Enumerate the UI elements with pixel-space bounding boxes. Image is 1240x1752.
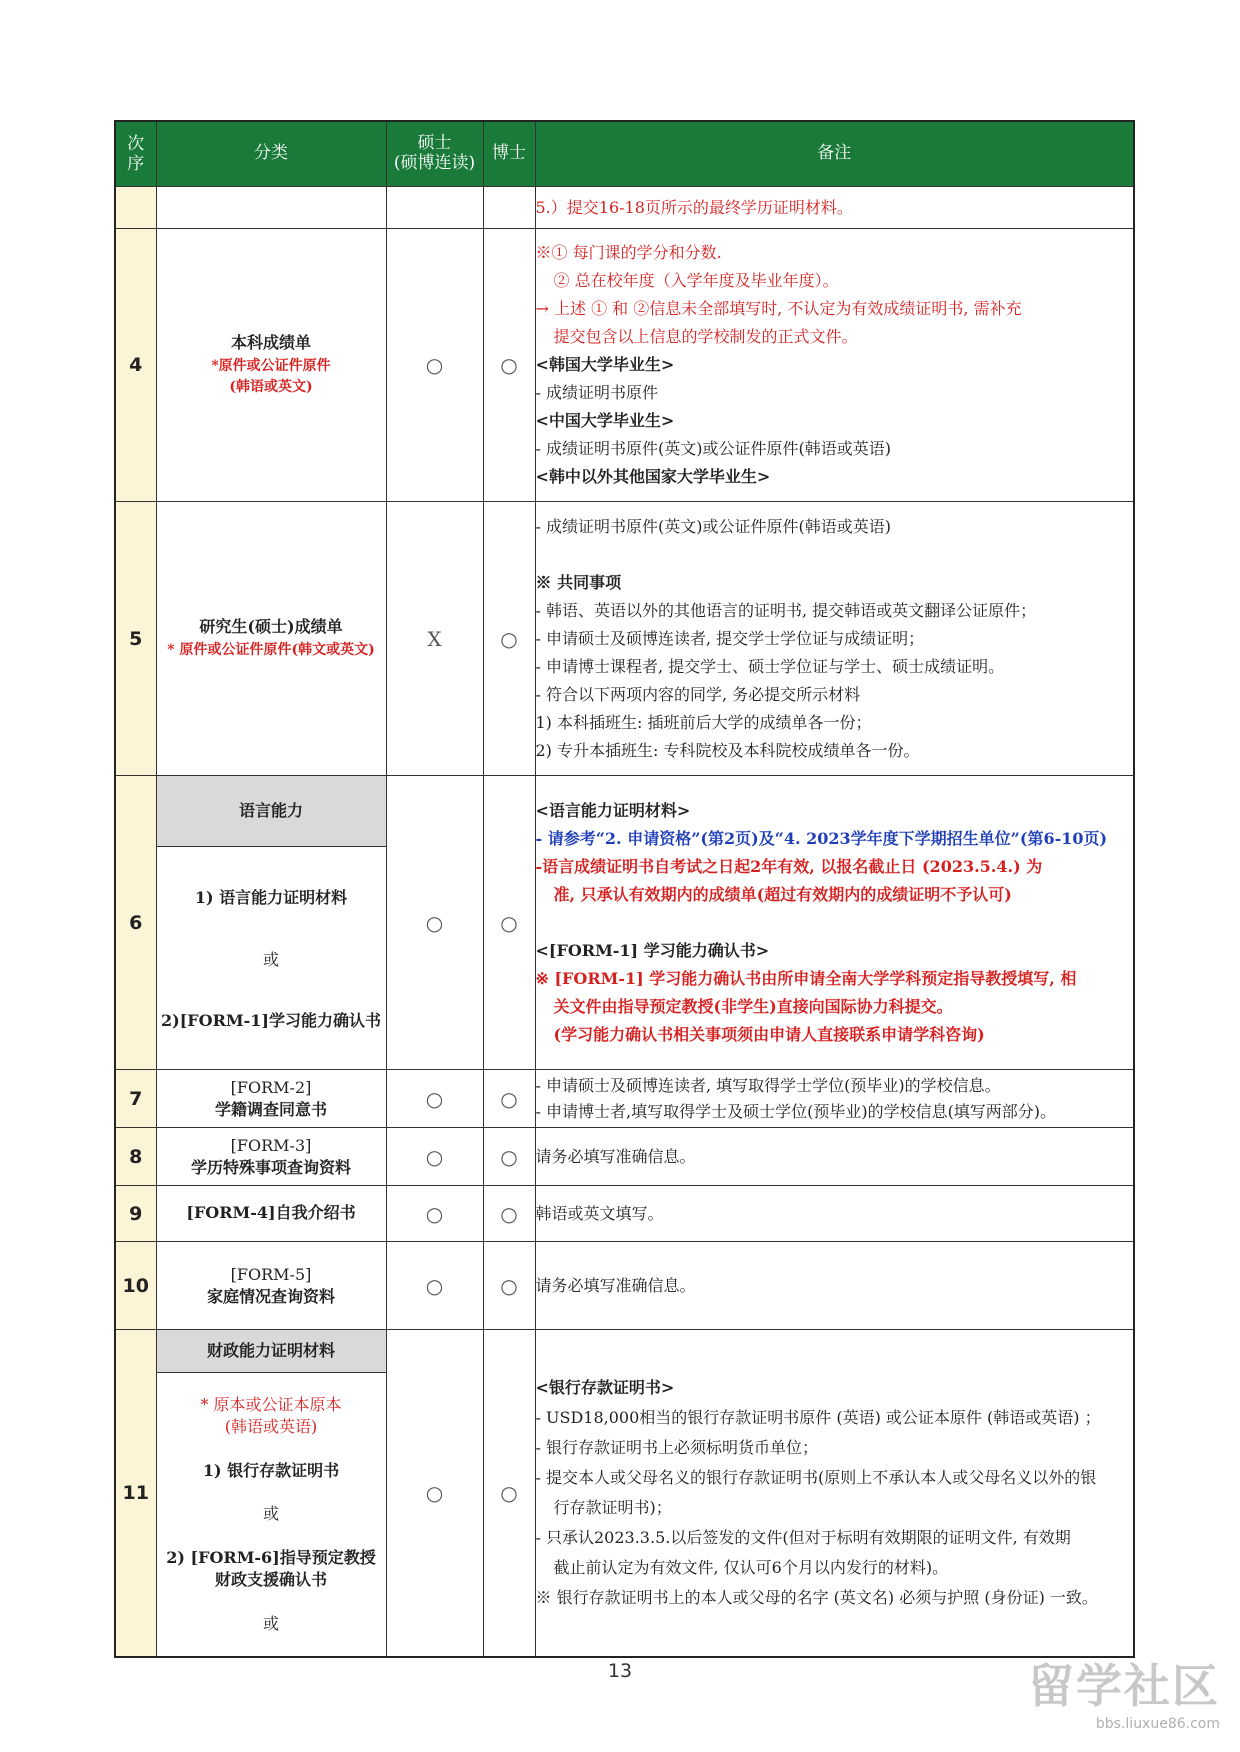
remark-line: ② 总在校年度（入学年度及毕业年度）。 bbox=[553, 271, 839, 290]
remark-line: → 上述 ① 和 ②信息未全部填写时, 不认定为有效成绩证明书, 需补充 bbox=[535, 299, 1022, 318]
remark-line bbox=[536, 909, 1134, 937]
remark-line: ※ 共同事项 bbox=[535, 572, 622, 592]
remarks-cell: 请务必填写准确信息。 bbox=[535, 1128, 1134, 1186]
remark-line: <语言能力证明材料> bbox=[535, 800, 691, 820]
remark-line: - 成绩证明书原件(英文)或公证件原件(韩语或英语) bbox=[535, 516, 891, 536]
row-number: 8 bbox=[115, 1128, 156, 1186]
table-row bbox=[115, 1128, 1134, 1186]
row-number: 6 bbox=[115, 776, 156, 1070]
doctor-mark: ○ bbox=[483, 1070, 535, 1128]
master-mark: ○ bbox=[386, 1330, 483, 1658]
remark-line: - 申请博士者,填写取得学士及硕士学位(预毕业)的学校信息(填写两部分)。 bbox=[535, 1101, 1057, 1121]
remark-line: <韩中以外其他国家大学毕业生> bbox=[535, 467, 771, 486]
header-remarks: 备注 bbox=[535, 121, 1134, 187]
remarks-cell bbox=[535, 776, 1134, 1070]
category-cell: 本科成绩单 *原件或公证件原件 (韩语或英文) bbox=[156, 229, 386, 502]
remark-line: - 符合以下两项内容的同学, 务必提交所示材料 bbox=[535, 684, 861, 704]
doctor-mark: ○ bbox=[483, 229, 535, 502]
remark-line: - USD18,000相当的银行存款证明书原件 (英语) 或公证本原件 (韩语或英语) ； bbox=[535, 1408, 1101, 1427]
remark-line: (学习能力确认书相关事项须由申请人直接联系申请学科咨询) bbox=[553, 1024, 985, 1044]
category-cell: [FORM-4]自我介绍书 bbox=[156, 1186, 386, 1242]
category-cell: 研究生(硕士)成绩单 * 原件或公证件原件(韩文或英文) bbox=[156, 502, 386, 776]
table-row bbox=[115, 1242, 1134, 1330]
table-row bbox=[115, 1330, 1134, 1658]
header-category: 分类 bbox=[156, 121, 386, 187]
remark-line: 2) 专升本插班生: 专科院校及本科院校成绩单各一份。 bbox=[535, 740, 920, 760]
header-seq: 次序 bbox=[115, 121, 156, 187]
remark-line: 提交包含以上信息的学校制发的正式文件。 bbox=[553, 327, 858, 346]
category-cell: [FORM-3] 学历特殊事项查询资料 bbox=[156, 1128, 386, 1186]
remark-line: - 申请硕士及硕博连读者, 填写取得学士学位(预毕业)的学校信息。 bbox=[535, 1075, 1001, 1095]
remark-line: -语言成绩证明书自考试之日起2年有效, 以报名截止日 (2023.5.4.) 为 bbox=[535, 856, 1043, 876]
row-number: 5 bbox=[115, 502, 156, 776]
master-mark: ○ bbox=[386, 1070, 483, 1128]
master-mark: ○ bbox=[386, 1186, 483, 1242]
table-row bbox=[115, 1186, 1134, 1242]
remark-line: - 成绩证明书原件 bbox=[535, 383, 658, 402]
master-mark: ○ bbox=[386, 1242, 483, 1330]
remark-line: - 申请硕士及硕博连读者, 提交学士学位证与成绩证明； bbox=[535, 628, 925, 648]
master-mark: X bbox=[386, 502, 483, 776]
section-heading: 语言能力 bbox=[157, 776, 386, 847]
section-heading: 财政能力证明材料 bbox=[157, 1330, 386, 1373]
doctor-mark: ○ bbox=[483, 1242, 535, 1330]
row-number: 4 bbox=[115, 229, 156, 502]
category-cell: 财政能力证明材料 * 原本或公证本原本 (韩语或英语) 1) 银行存款证明书 或 2) [FORM-6]指导预定教授 财政支援确认书 或 bbox=[156, 1330, 386, 1658]
row-number: 7 bbox=[115, 1070, 156, 1128]
master-mark: ○ bbox=[386, 776, 483, 1070]
doctor-mark: ○ bbox=[483, 1186, 535, 1242]
doctor-mark: ○ bbox=[483, 776, 535, 1070]
master-mark: ○ bbox=[386, 229, 483, 502]
table-row bbox=[115, 1070, 1134, 1128]
table-row bbox=[115, 776, 1134, 1070]
remark-line: - 只承认2023.3.5.以后签发的文件(但对于标明有效期限的证明文件, 有效期 bbox=[535, 1528, 1071, 1547]
table-row bbox=[115, 187, 1134, 229]
category-cell: [FORM-2] 学籍调查同意书 bbox=[156, 1070, 386, 1128]
remark-line: ※ [FORM-1] 学习能力确认书由所申请全南大学学科预定指导教授填写, 相 bbox=[535, 968, 1077, 988]
table-header-row bbox=[115, 121, 1134, 187]
remarks-cell: 请务必填写准确信息。 bbox=[535, 1242, 1134, 1330]
remark-line: <韩国大学毕业生> bbox=[535, 355, 675, 374]
remark-line: 关文件由指导预定教授(非学生)直接向国际协力科提交。 bbox=[553, 996, 953, 1016]
header-master: 硕士 (硕博连读) bbox=[386, 121, 483, 187]
remark-line: <[FORM-1] 学习能力确认书> bbox=[535, 940, 770, 960]
remarks-cell bbox=[535, 1330, 1134, 1658]
doctor-mark: ○ bbox=[483, 1128, 535, 1186]
category-cell: [FORM-5] 家庭情况查询资料 bbox=[156, 1242, 386, 1330]
doctor-mark: ○ bbox=[483, 1330, 535, 1658]
remark-line: 行存款证明书)； bbox=[553, 1498, 672, 1517]
remark-line: - 请参考“2. 申请资格”(第2页)及“4. 2023学年度下学期招生单位”(第6-10页) bbox=[535, 828, 1108, 848]
remark-line: - 申请博士课程者, 提交学士、硕士学位证与学士、硕士成绩证明。 bbox=[535, 656, 1005, 676]
remark-line: - 韩语、英语以外的其他语言的证明书, 提交韩语或英文翻译公证原件； bbox=[535, 600, 1037, 620]
remark-line: ※ 银行存款证明书上的本人或父母的名字 (英文名) 必须与护照 (身份证) 一致。 bbox=[535, 1588, 1098, 1607]
watermark-logo: 留学社区 bbs.liuxue86.com bbox=[1028, 1659, 1220, 1732]
master-mark: ○ bbox=[386, 1128, 483, 1186]
remarks-cell bbox=[535, 502, 1134, 776]
table-row bbox=[115, 229, 1134, 502]
remark-line: 准, 只承认有效期内的成绩单(超过有效期内的成绩证明不予认可) bbox=[553, 884, 1012, 904]
continuation-note: 5.）提交16-18页所示的最终学历证明材料。 bbox=[535, 187, 1134, 229]
remarks-cell bbox=[535, 1070, 1134, 1128]
remark-line: ※① 每门课的学分和分数. bbox=[535, 243, 722, 262]
remark-line bbox=[536, 541, 1134, 569]
table-row bbox=[115, 502, 1134, 776]
remark-line: 1) 本科插班生: 插班前后大学的成绩单各一份； bbox=[535, 712, 872, 732]
remark-line: - 银行存款证明书上必须标明货币单位； bbox=[535, 1438, 818, 1457]
document-table bbox=[114, 120, 1135, 1658]
remark-line: <银行存款证明书> bbox=[535, 1378, 675, 1397]
header-doctor: 博士 bbox=[483, 121, 535, 187]
remarks-cell bbox=[535, 229, 1134, 502]
row-number: 10 bbox=[115, 1242, 156, 1330]
category-cell: 语言能力 1) 语言能力证明材料 或 2)[FORM-1]学习能力确认书 bbox=[156, 776, 386, 1070]
row-number: 11 bbox=[115, 1330, 156, 1658]
remark-line: <中国大学毕业生> bbox=[535, 411, 675, 430]
remark-line: 截止前认定为有效文件, 仅认可6个月以内发行的材料)。 bbox=[553, 1558, 949, 1577]
doctor-mark: ○ bbox=[483, 502, 535, 776]
remarks-cell: 韩语或英文填写。 bbox=[535, 1186, 1134, 1242]
page-number: 13 bbox=[607, 1660, 633, 1682]
row-number: 9 bbox=[115, 1186, 156, 1242]
remark-line: - 成绩证明书原件(英文)或公证件原件(韩语或英语) bbox=[535, 439, 891, 458]
remark-line: - 提交本人或父母名义的银行存款证明书(原则上不承认本人或父母名义以外的银 bbox=[535, 1468, 1097, 1487]
